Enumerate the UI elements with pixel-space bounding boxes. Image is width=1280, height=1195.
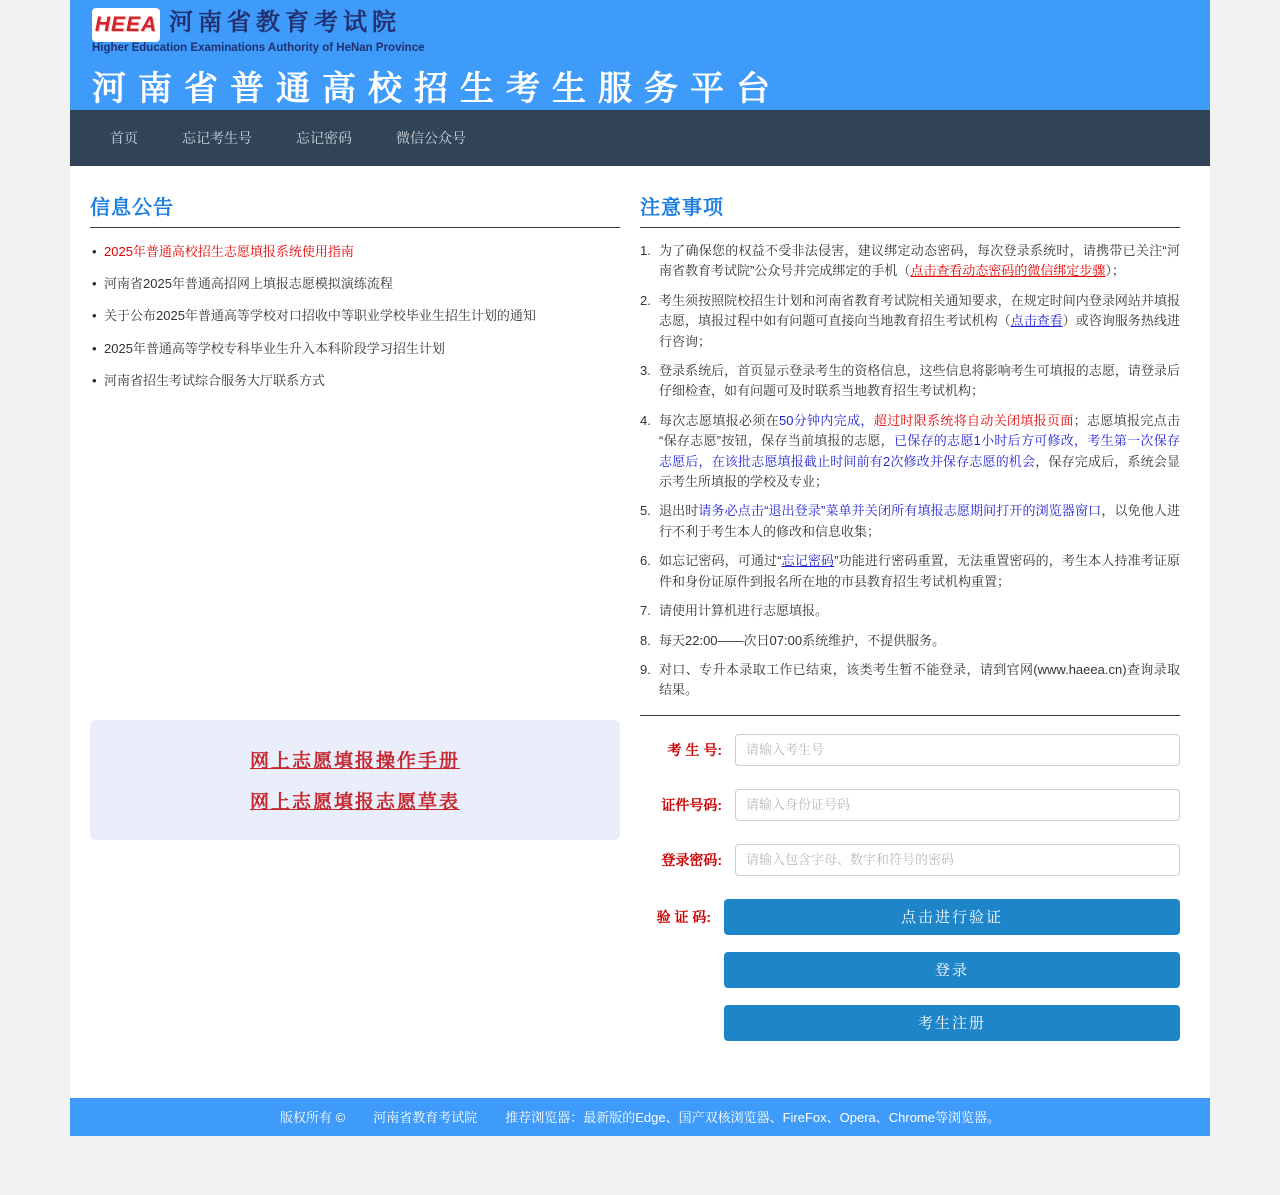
nav-item-forgot-password[interactable]: 忘记密码 [296, 130, 352, 146]
notice-link[interactable]: • 河南省2025年普通高招网上填报志愿模拟演练流程 [90, 275, 620, 293]
footer-copyright: 版权所有 © [279, 1110, 346, 1126]
site-header [70, 0, 1210, 110]
notices-title-rule [90, 227, 620, 228]
footer-owner: 河南省教育考试院 [373, 1110, 478, 1126]
note-item: 每次志愿填报必须在50分钟内完成，超过时限系统将自动关闭填报页面；志愿填报完点击“保存志愿”按钮，保存当前填报的志愿，已保存的志愿1小时后方可修改，考生第一次保存志愿后，在该批志愿填报截止时间前有2次修改并保存志愿的机会，保存完成后，系统会显示考生所填报的学校及专业； [659, 412, 1180, 490]
nav-item-home[interactable]: 首页 [110, 130, 138, 146]
manual-links-box [90, 720, 620, 840]
password-input[interactable] [735, 844, 1180, 876]
footer-browsers: 推荐浏览器：最新版的Edge、国产双核浏览器、FireFox、Opera、Chrome等浏览器。 [505, 1110, 1000, 1126]
heea-logo: HEEA [92, 8, 160, 42]
note-item: 对口、专升本录取工作已结束，该类考生暂不能登录，请到官网(www.haeea.cn)查询录取结果。 [659, 661, 1180, 698]
register-row [640, 1005, 1180, 1041]
note-item: 为了确保您的权益不受非法侵害，建议绑定动态密码，每次登录系统时，请携带已关注“河南省教育考试院”公众号并完成绑定的手机（点击查看动态密码的微信绑定步骤）； [659, 243, 1180, 279]
register-button[interactable]: 考生注册 [724, 1005, 1180, 1041]
org-name: 河南省教育考试院 [169, 9, 401, 36]
manual-link-draft-form[interactable]: 网上志愿填报志愿草表 [249, 791, 460, 813]
candidate-number-label: 考 生 号: [667, 741, 722, 758]
site-footer [70, 1098, 1210, 1136]
captcha-label: 验 证 码: [656, 908, 712, 925]
org-name-english: Higher Education Examinations Authority of HeNan Province [92, 42, 425, 54]
nav-item-wechat-official-account[interactable]: 微信公众号 [396, 130, 466, 146]
candidate-number-row [640, 734, 1180, 766]
notes-and-login-section [640, 191, 1180, 1058]
main-nav [70, 110, 1210, 166]
login-row [640, 952, 1180, 988]
note-item: 每天22:00——次日07:00系统维护，不提供服务。 [659, 632, 946, 648]
notice-link[interactable]: • 河南省招生考试综合服务大厅联系方式 [90, 372, 620, 390]
captcha-verify-button[interactable]: 点击进行验证 [724, 899, 1180, 935]
notices-title: 信息公告 [90, 197, 174, 219]
page-title: 河南省普通高校招生考生服务平台 [92, 70, 782, 108]
note-item: 请使用计算机进行志愿填报。 [659, 603, 829, 619]
note-item: 如忘记密码，可通过“忘记密码”功能进行密码重置，无法重置密码的，考生本人持准考证原件和身份证原件到报名所在地的市县教育招生考试机构重置； [659, 553, 1180, 589]
notices-section [90, 191, 620, 1058]
note-item: 考生须按照院校招生计划和河南省教育考试院相关通知要求，在规定时间内登录网站并填报志愿，填报过程中如有问题可直接向当地教育招生考试机构（点击查看）或咨询服务热线进行咨询； [659, 292, 1180, 349]
id-number-label: 证件号码: [661, 796, 722, 813]
notes-title: 注意事项 [640, 197, 724, 219]
notice-list [90, 243, 620, 390]
id-number-input[interactable] [735, 789, 1180, 821]
note-item: 退出时请务必点击“退出登录”菜单并关闭所有填报志愿期间打开的浏览器窗口，以免他人进行不利于考生本人的修改和信息收集； [659, 503, 1180, 539]
notice-link[interactable]: • 2025年普通高等学校专科毕业生升入本科阶段学习招生计划 [90, 340, 620, 358]
manual-link-operation-handbook[interactable]: 网上志愿填报操作手册 [249, 750, 460, 772]
candidate-number-input[interactable] [735, 734, 1180, 766]
header-logo-row [92, 6, 1210, 42]
note-item: 登录系统后，首页显示登录考生的资格信息，这些信息将影响考生可填报的志愿，请登录后仔细检查，如有问题可及时联系当地教育招生考试机构； [659, 363, 1180, 399]
notes-list [640, 241, 1180, 701]
login-form [640, 734, 1180, 1041]
notes-title-rule [640, 227, 1180, 228]
notice-link[interactable]: • 关于公布2025年普通高等学校对口招收中等职业学校毕业生招生计划的通知 [90, 307, 620, 325]
nav-item-forgot-candidate-number[interactable]: 忘记考生号 [182, 130, 252, 146]
page-container [70, 0, 1210, 1136]
notes-bottom-rule [640, 715, 1180, 716]
main-content [70, 166, 1210, 1098]
login-button[interactable]: 登录 [724, 952, 1180, 988]
id-number-row [640, 789, 1180, 821]
password-label: 登录密码: [661, 851, 722, 868]
captcha-row [640, 899, 1180, 935]
password-row [640, 844, 1180, 876]
notice-link[interactable]: • 2025年普通高校招生志愿填报系统使用指南 [90, 243, 620, 261]
